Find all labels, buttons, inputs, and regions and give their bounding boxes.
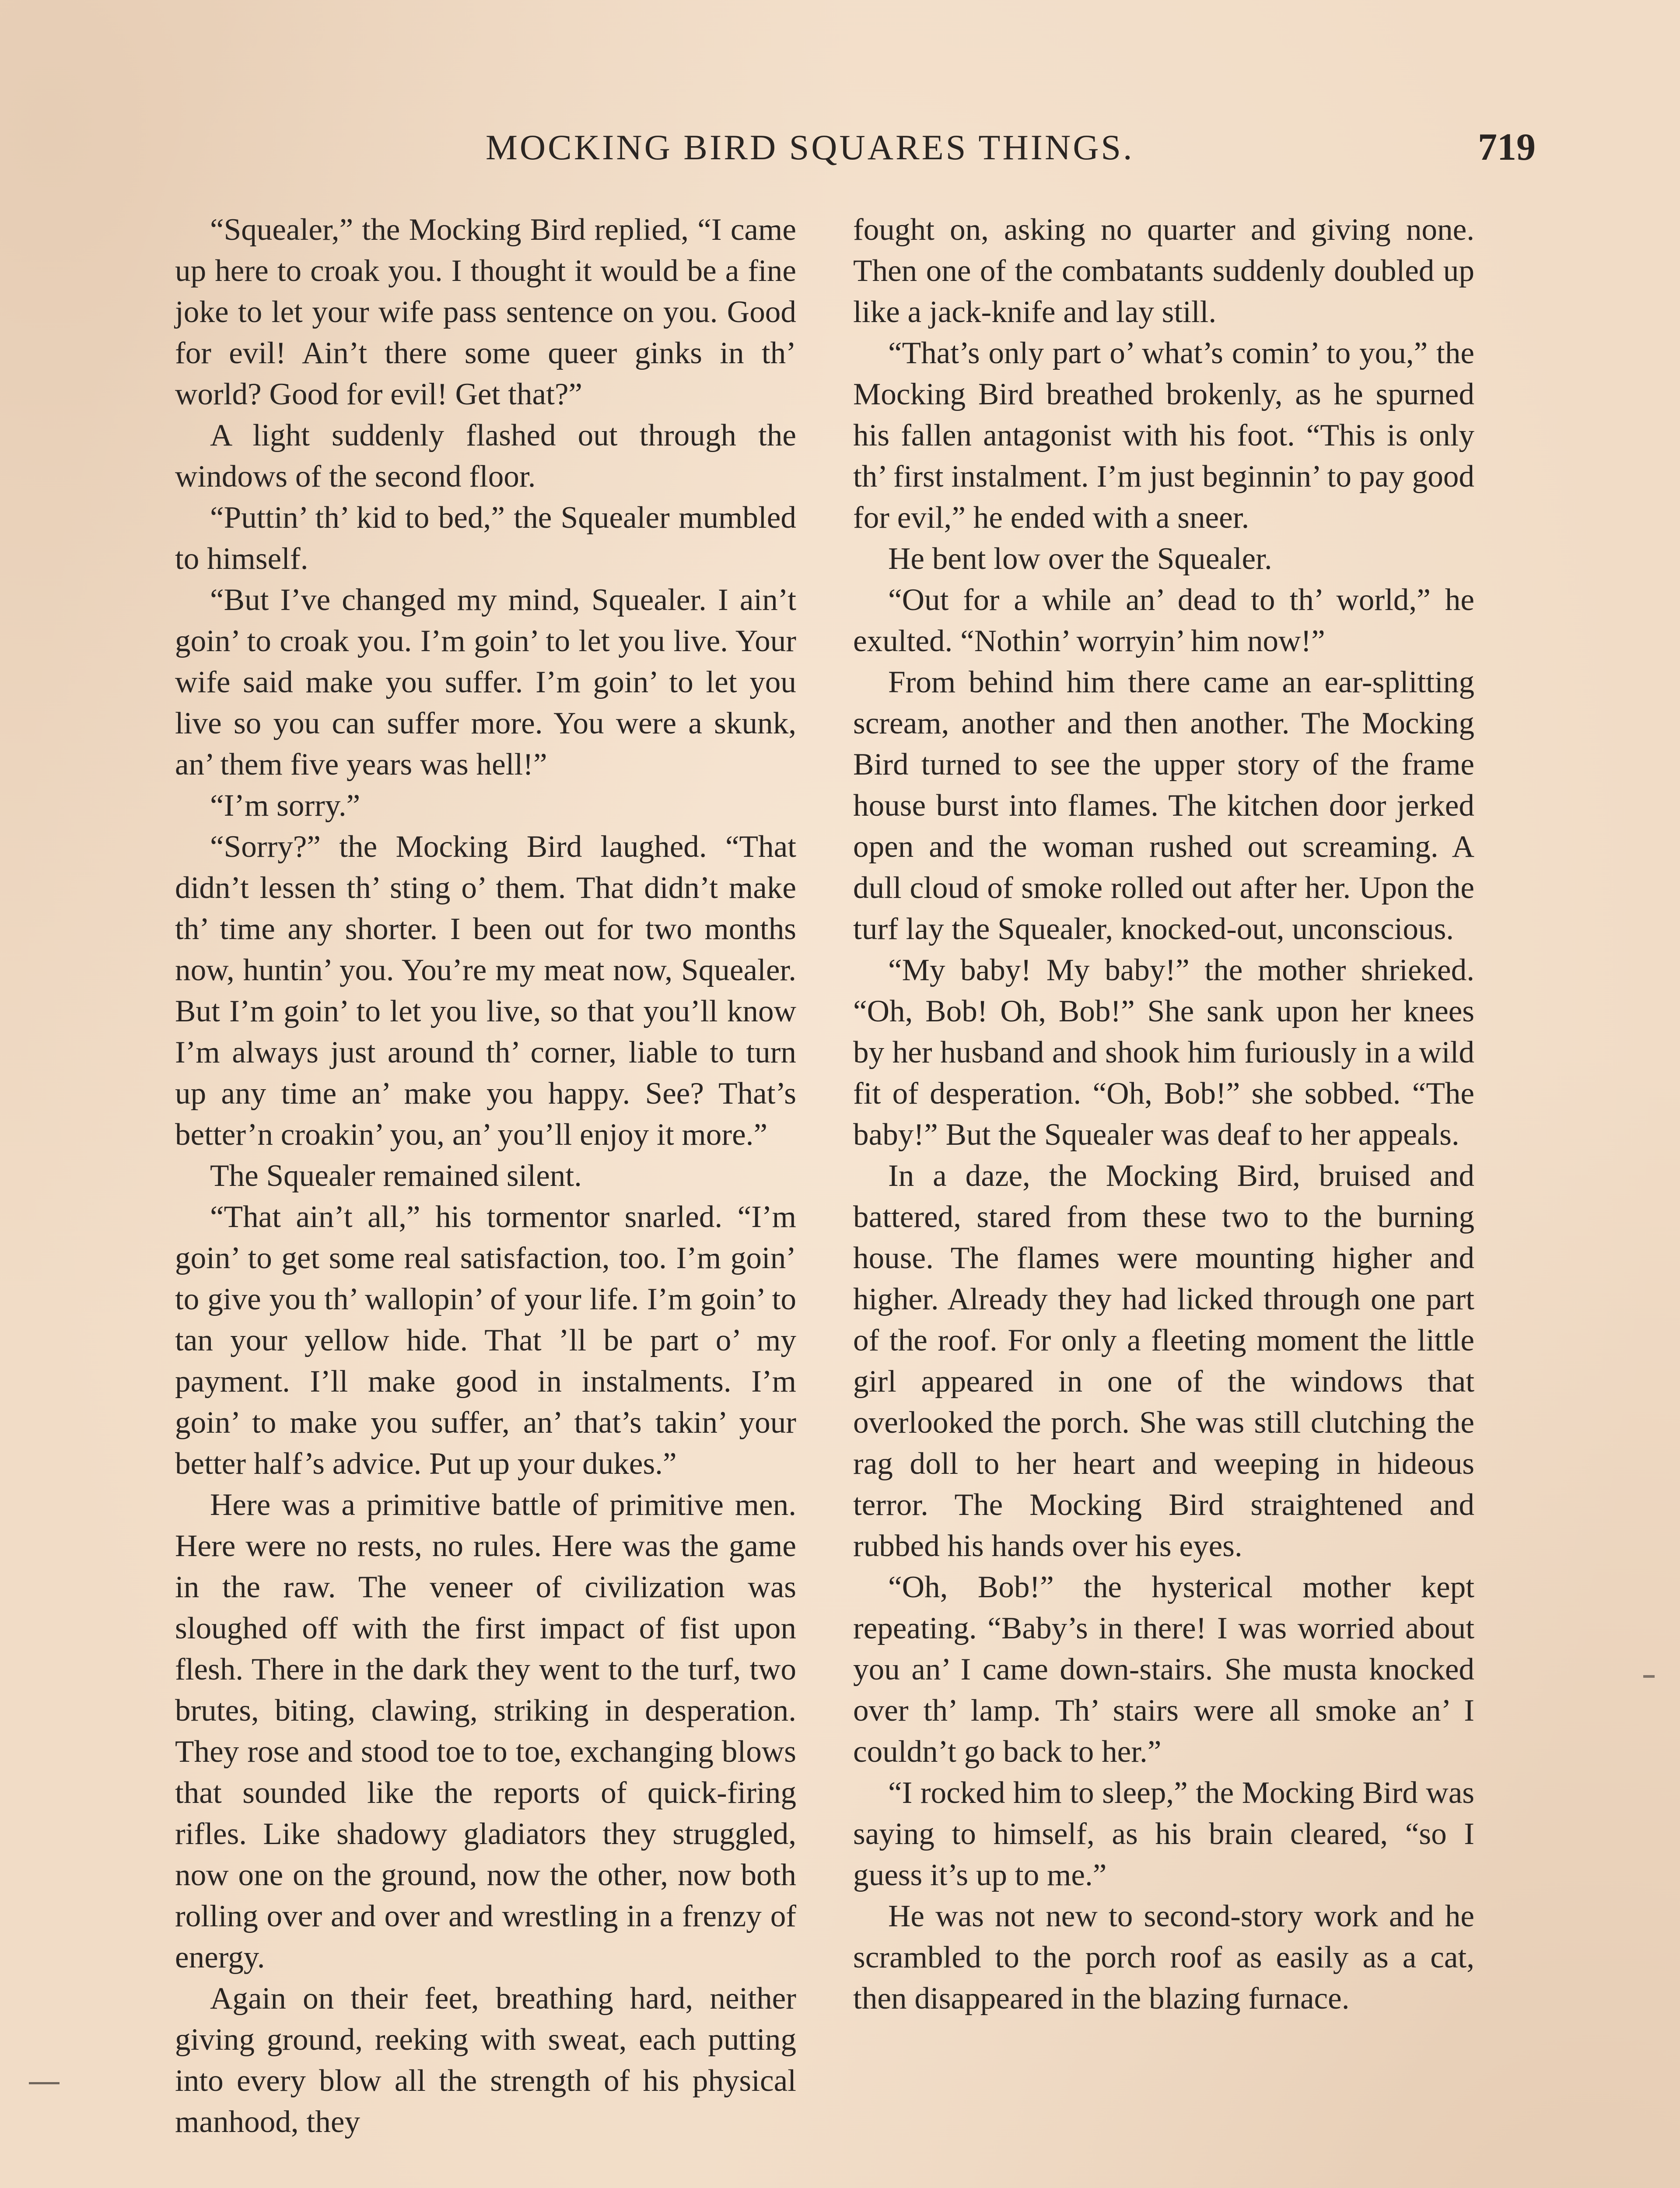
paragraph: fought on, asking no quarter and giving none. Then one of the combatants suddenly doubled up like a jack-knife and lay still. [853,213,1474,329]
right-column [853,209,1474,2019]
paragraph: “I rocked him to sleep,” the Mocking Bird was saying to himself, as his brain cleared, “so I guess it’s up to me.” [853,1776,1474,1892]
paragraph: “That’s only part o’ what’s comin’ to you,” the Mocking Bird breathed brokenly, as he spurned his fallen antagonist with his foot. “This is only th’ first instalment. I’m just beginnin’ to pay good for evil,” he ended with a sneer. [853,336,1474,535]
paragraph: Here was a primitive battle of primitive men. Here were no rests, no rules. Here was the game in the raw. The veneer of civilization was sloughed off with the first impact of fist upon flesh. There in the dark they went to the turf, two brutes, biting, clawing, striking in desperation. They rose and stood toe to toe, exchanging blows that sounded like the reports of quick-firing rifles. Like shadowy gladiators they struggled, now one on the ground, now the other, now both rolling over and over and wrestling in a frenzy of energy. [175,1488,796,1974]
paragraph: A light suddenly flashed out through the windows of the second floor. [175,418,796,494]
paragraph: “That ain’t all,” his tormentor snarled. “I’m goin’ to get some real satisfaction, too. I’m goin’ to give you th’ wallopin’ of your life. I’m goin’ to tan your yellow hide. That ’ll be part o’ my payment. I’ll make good in instalments. I’m goin’ to make you suffer, an’ that’s takin’ your better half’s advice. Put up your dukes.” [175,1200,796,1481]
paragraph: “Out for a while an’ dead to th’ world,” he exulted. “Nothin’ worryin’ him now!” [853,583,1474,658]
left-column [175,209,796,2142]
paragraph: “My baby! My baby!” the mother shrieked. “Oh, Bob! Oh, Bob!” She sank upon her knees by her husband and shook him furiously in a wild fit of desperation. “Oh, Bob!” she sobbed. “The baby!” But the Squealer was deaf to her appeals. [853,953,1474,1152]
paragraph: He was not new to second-story work and he scrambled to the porch roof as easily as a cat, then disappeared in the blazing furnace. [853,1899,1474,2016]
paragraph: “I’m sorry.” [210,789,360,823]
margin-mark [1643,1675,1655,1678]
paragraph: “Oh, Bob!” the hysterical mother kept repeating. “Baby’s in there! I was worried about you an’ I came down-stairs. She musta knocked over th’ lamp. Th’ stairs were all smoke an’ I couldn’t go back to her.” [853,1570,1474,1769]
page-number: 719 [1478,126,1536,168]
margin-mark [29,2082,60,2084]
paragraph: From behind him there came an ear-splitting scream, another and then another. The Mocking Bird turned to see the upper story of the frame house burst into flames. The kitchen door jerked open and the woman rushed out screaming. A dull cloud of smoke rolled out after her. Upon the turf lay the Squealer, knocked-out, unconscious. [853,665,1474,946]
paragraph: “Squealer,” the Mocking Bird replied, “I came up here to croak you. I thought it would be a fine joke to let your wife pass sentence on you. Good for evil! Ain’t there some queer ginks in th’ world? Good for evil! Get that?” [175,213,796,411]
paragraph: “Sorry?” the Mocking Bird laughed. “That didn’t lessen th’ sting o’ them. That didn’t make th’ time any shorter. I been out for two months now, huntin’ you. You’re my meat now, Squealer. But I’m goin’ to let you live, so that you’ll know I’m always just around th’ corner, liable to turn up any time an’ make you happy. See? That’s better’n croakin’ you, an’ you’ll enjoy it more.” [175,830,796,1152]
paragraph: The Squealer remained silent. [210,1159,582,1193]
paragraph: Again on their feet, breathing hard, neither giving ground, reeking with sweat, each putting into every blow all the strength of his physical manhood, they [175,1981,796,2139]
page-header [486,118,1536,188]
paragraph: He bent low over the Squealer. [888,542,1272,576]
paragraph: “Puttin’ th’ kid to bed,” the Squealer mumbled to himself. [175,501,796,576]
paragraph: In a daze, the Mocking Bird, bruised and battered, stared from these two to the burning house. The flames were mounting higher and higher. Already they had licked through one part of the roof. For only a fleeting moment the little girl appeared in one of the windows that overlooked the porch. She was still clutching the rag doll to her heart and weeping in hideous terror. The Mocking Bird straightened and rubbed his hands over his eyes. [853,1159,1474,1563]
paragraph: “But I’ve changed my mind, Squealer. I ain’t goin’ to croak you. I’m goin’ to let you live. Your wife said make you suffer. I’m goin’ to let you live so you can suffer more. You were a skunk, an’ them five years was hell!” [175,583,796,782]
running-title: MOCKING BIRD SQUARES THINGS. [486,127,1134,167]
